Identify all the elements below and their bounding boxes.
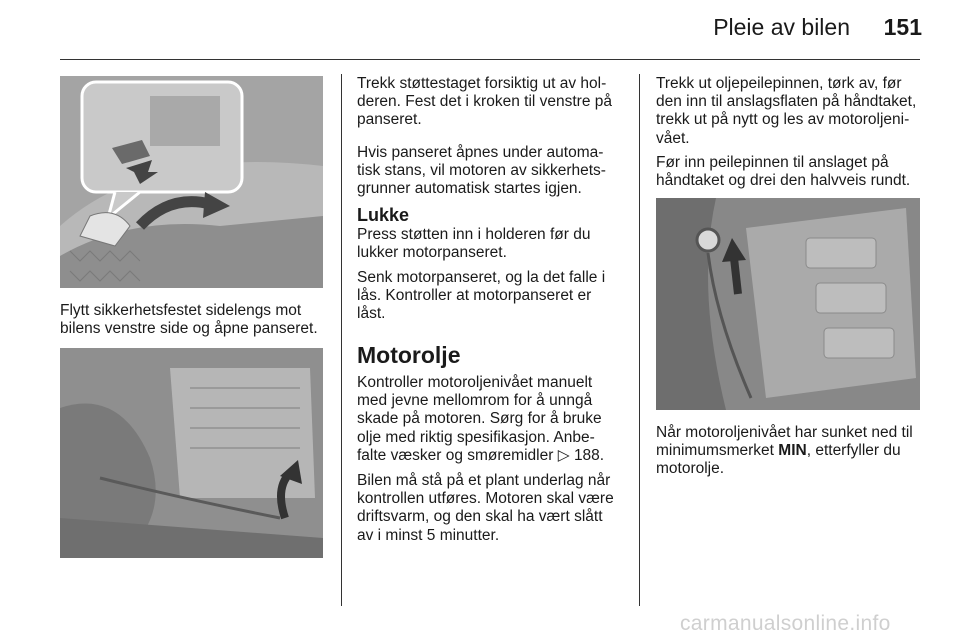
column-divider-2 bbox=[639, 74, 640, 606]
col3-paragraph-3: Når motoroljenivået har sunket ned til minimumsmerket MIN, etterfyller du motorolje. bbox=[656, 424, 913, 478]
header-divider bbox=[60, 59, 920, 60]
heading-motorolje: Motorolje bbox=[357, 342, 461, 368]
heading-lukke: Lukke bbox=[357, 205, 410, 225]
support-rod-illustration bbox=[60, 348, 323, 558]
bonnet-release-illustration bbox=[60, 76, 323, 288]
column-divider-1 bbox=[341, 74, 342, 606]
col2-paragraph-4: Senk motorpanseret, og la det falle i lås. Kontroller at motorpanseret er låst. bbox=[357, 269, 606, 323]
col2-paragraph-5: Kontroller motoroljenivået manuelt med jevne mellomrom for å unngå skade på motoren. Sørg for å bruke olje med riktig spesifikasjon. Anbe- falte væsker og smøremidler ▷ 188. bbox=[357, 374, 605, 464]
col3-paragraph-1: Trekk ut oljepeilepinnen, tørk av, før den inn til anslagsflaten på håndtaket, trekk ut på nytt og les av motoroljeni- vået. bbox=[656, 75, 917, 147]
page-title: Pleie av bilen bbox=[713, 14, 850, 40]
col2-paragraph-2: Hvis panseret åpnes under automa- tisk stans, vil motoren av sikkerhets- grunner automatisk startes igjen. bbox=[357, 144, 606, 198]
col3-paragraph-2: Før inn peilepinnen til anslaget på håndtaket og drei den halvveis rundt. bbox=[656, 154, 911, 190]
col2-paragraph-3: Press støtten inn i holderen før du lukker motorpanseret. bbox=[357, 226, 591, 262]
figure-dipstick bbox=[656, 198, 920, 410]
min-mark: MIN bbox=[778, 442, 807, 460]
caption-bonnet-release: Flytt sikkerhetsfestet sidelengs mot bilens venstre side og åpne panseret. bbox=[60, 302, 318, 338]
figure-support-rod bbox=[60, 348, 323, 558]
col2-paragraph-6: Bilen må stå på et plant underlag når kontrollen utføres. Motoren skal være driftsvarm, og den skal ha vært slått av i minst 5 minutter. bbox=[357, 472, 614, 544]
figure-bonnet-release bbox=[60, 76, 323, 288]
watermark: carmanualsonline.info bbox=[680, 612, 891, 635]
page-number: 151 bbox=[883, 14, 922, 40]
col2-paragraph-1: Trekk støttestaget forsiktig ut av hol- deren. Fest det i kroken til venstre på panseret. bbox=[357, 75, 613, 129]
page-reference-icon: ▷ bbox=[557, 446, 570, 464]
dipstick-illustration bbox=[656, 198, 920, 410]
